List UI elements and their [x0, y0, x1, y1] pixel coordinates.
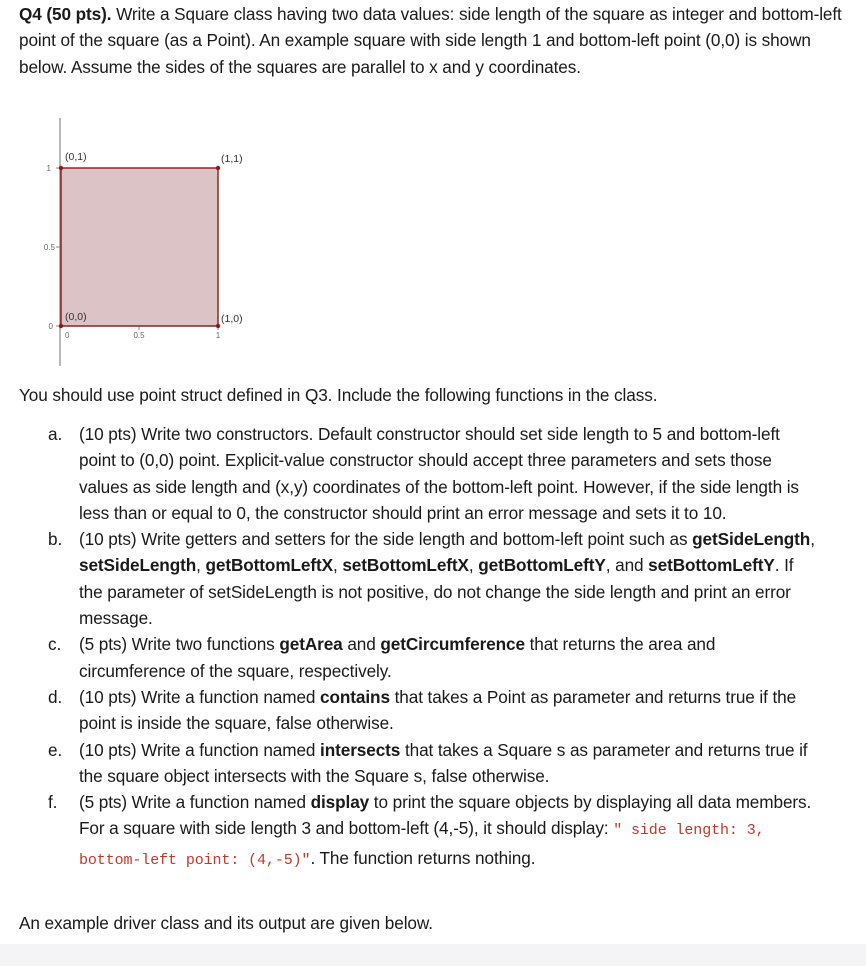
task-item-c [0, 631, 819, 684]
task-item-a [0, 421, 819, 526]
list-marker: d. [48, 686, 63, 707]
function-name: getCircumference [380, 634, 525, 655]
function-name: contains [320, 686, 390, 707]
corner-point [216, 166, 220, 170]
task-item-b [0, 526, 819, 631]
function-name: getBottomLeftX [205, 555, 333, 576]
task-list [0, 421, 830, 874]
corner-label-bottom-right: (1,0) [221, 313, 243, 325]
function-name: setBottomLeftY [648, 555, 775, 576]
task-item-d [0, 684, 819, 737]
list-marker: f. [48, 792, 58, 813]
corner-label-top-right: (1,1) [221, 153, 243, 165]
corner-point [59, 324, 63, 328]
task-text: that takes a Square s as parameter and returns true if the square object intersects with the Square s, false otherwise. [79, 739, 808, 786]
task-text: to print the square objects by displaying all data members. For a square with side length 3 and bottom-left (4,-5), it should display: [79, 792, 812, 839]
list-marker: b. [48, 529, 63, 550]
task-text: (10 pts) Write a function named [79, 739, 321, 760]
task-item-e [0, 737, 819, 790]
function-name: getSideLength [692, 529, 811, 550]
y-tick-label: 0 [48, 322, 53, 331]
square-figure [30, 118, 270, 370]
driver-class-note: An example driver class and its output are given below. [19, 913, 433, 933]
task-text: , [468, 555, 479, 576]
x-tick-label: 1 [215, 331, 221, 340]
corner-label-bottom-left: (0,0) [65, 311, 87, 323]
task-text: (10 pts) Write getters and setters for the side length and bottom-left point such as [79, 529, 693, 550]
corner-point [59, 166, 63, 170]
question-heading: Q4 (50 pts). [19, 4, 112, 24]
function-name: getArea [279, 634, 343, 655]
task-text: , and [605, 555, 649, 576]
list-marker: a. [48, 424, 63, 444]
task-text: (5 pts) Write a function named [79, 792, 311, 813]
function-name: setSideLength [79, 555, 197, 576]
task-text: that returns the area and circumference of the square, respectively. [79, 634, 716, 681]
y-tick-label: 1 [46, 164, 51, 173]
task-text: , [332, 555, 343, 576]
y-tick-label: 0.5 [43, 243, 55, 252]
task-text: (10 pts) Write a function named [79, 686, 321, 707]
task-text: (5 pts) Write two functions [79, 634, 280, 655]
function-name: intersects [320, 739, 401, 760]
task-text: , [196, 555, 206, 576]
corner-label-top-left: (0,1) [65, 151, 87, 163]
x-tick-label: 0.5 [133, 331, 145, 340]
task-text: , [810, 529, 815, 550]
question-intro-text: Write a Square class having two data values: side length of the square as integer and bottom-left point of the square (as a Point). An example square with side length 1 and bottom-left point (0,0) is shown below. Assume the sides of the squares are parallel to x and y coordinates. [19, 4, 842, 77]
task-text: . The function returns nothing. [310, 847, 536, 868]
corner-point [216, 324, 220, 328]
page-bottom-band [0, 944, 866, 966]
function-name: display [310, 792, 370, 813]
x-tick-label: 0 [65, 331, 70, 340]
task-item-f [0, 789, 819, 874]
function-name: setBottomLeftX [342, 555, 469, 576]
task-text: . If the parameter of setSideLength is not positive, do not change the side length and print an error message. [79, 555, 794, 629]
function-name: getBottomLeftY [478, 555, 606, 576]
task-text: and [342, 634, 381, 655]
unit-square [61, 168, 218, 326]
list-marker: e. [48, 739, 63, 760]
question-intro [19, 1, 849, 80]
use-point-instruction: You should use point struct defined in Q3. Include the following functions in the class. [19, 385, 658, 405]
task-text: that takes a Point as parameter and returns true if the point is inside the square, false otherwise. [79, 686, 797, 734]
display-output-code: " side length: 3, bottom-left point: (4,-5)" [79, 822, 765, 869]
task-text: (10 pts) Write two constructors. Default constructor should set side length to 5 and bottom-left point to (0,0) point. Explicit-value constructor should accept three parameters and sets those values as side length and (x,y) coordinates of the bottom-left point. However, if the side length is less than or equal to 0, the constructor should print an error message and sets it to 10. [79, 424, 799, 523]
list-marker: c. [48, 634, 62, 655]
